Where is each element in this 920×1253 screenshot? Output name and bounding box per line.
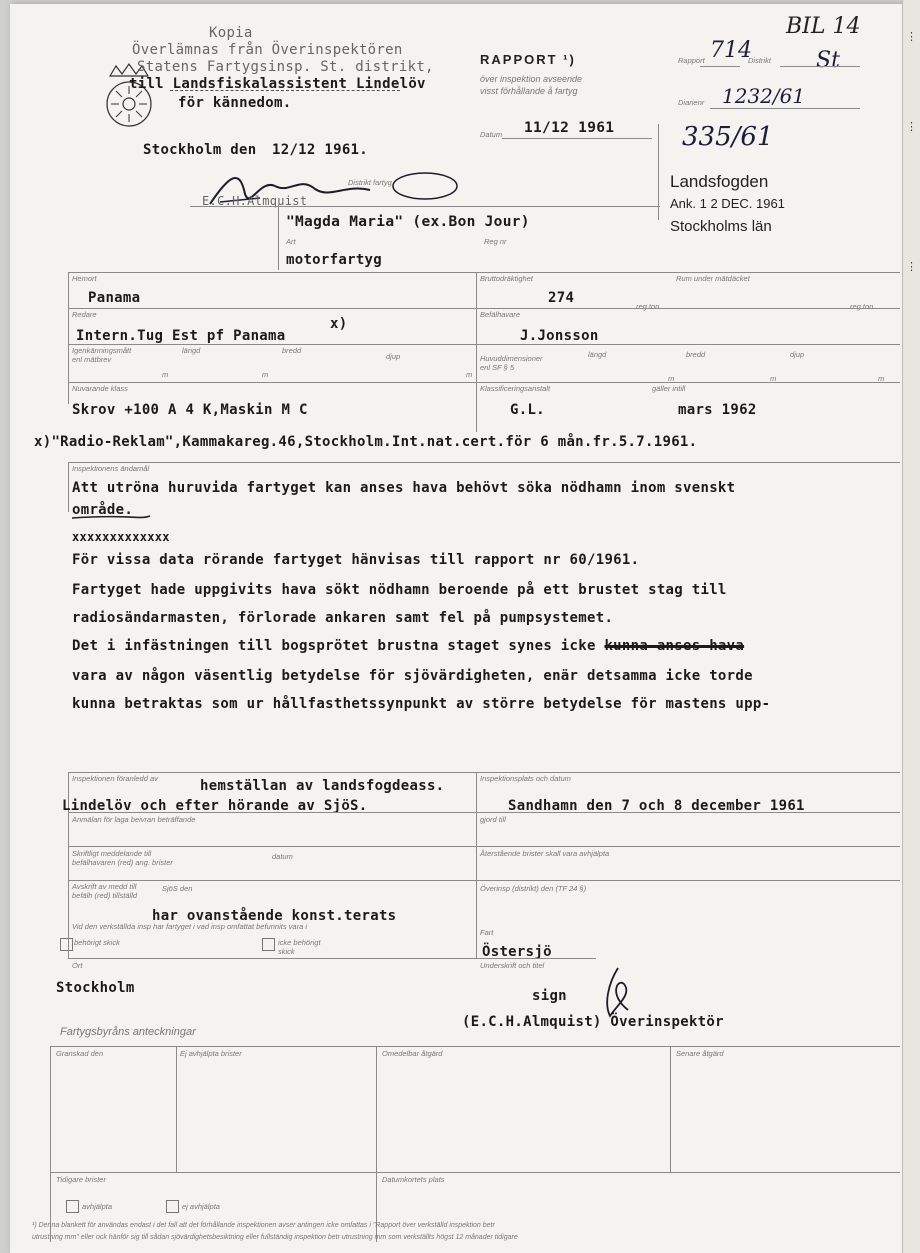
hemort-label: Hemort: [72, 274, 97, 283]
foranledd-value-1: hemställan av landsfogdeass.: [200, 778, 445, 794]
galler-label: gäller intill: [652, 384, 686, 393]
behorigt-label: behörigt skick: [74, 938, 120, 947]
report-subtitle-1: över inspektion avseende: [480, 74, 583, 84]
djup-label-1: djup: [386, 352, 401, 361]
adjacent-page-edge: ⋮ ⋮ ⋮: [902, 0, 920, 1253]
plats-value: Sandhamn den 7 och 8 december 1961: [508, 798, 805, 814]
rum-label: Rum under mätdäcket: [676, 274, 750, 283]
vessel-footnote: x)"Radio-Reklam",Kammakareg.46,Stockholm.Int.nat.cert.för 6 mån.fr.5.7.1961.: [34, 434, 698, 450]
body-line-3: radiosändarmasten, förlorade ankaren samt fel på pumpsystemet.: [72, 610, 614, 626]
bredd-label-2: bredd: [686, 350, 706, 359]
konstaterats: har ovanstående konst.terats: [152, 908, 397, 924]
body-line-4-a: Det i infästningen till bogsprötet brustna staget synes icke: [72, 638, 605, 654]
klass-label: Nuvarande klass: [72, 384, 128, 393]
skriftligt-label: Skriftligt meddelande till befälhavaren (red) ang. brister: [72, 849, 173, 867]
sjos-label: SjöS den: [162, 884, 193, 893]
diarienr-value: 1232/61: [722, 84, 806, 108]
hemort-value: Panama: [88, 290, 141, 306]
avskrift-label: Avskrift av medd till befälh (red) tillställd: [72, 882, 138, 900]
foranledd-label: Inspektionen föranledd av: [72, 774, 158, 783]
regton-label-2: reg ton: [850, 302, 874, 311]
redare-note: x): [330, 316, 348, 332]
avhjalpta-checkbox[interactable]: [66, 1200, 79, 1213]
m-5: m: [770, 374, 777, 383]
distrikt-label: Distrikt: [748, 56, 771, 65]
bredd-label-1: bredd: [282, 346, 302, 355]
office-col-2: Ej avhjälpta brister: [180, 1049, 242, 1058]
galler-value: mars 1962: [678, 402, 757, 418]
datumkort-label: Datumkortets plats: [382, 1175, 445, 1184]
ej-avhjalpta-checkbox[interactable]: [166, 1200, 179, 1213]
klass-value: Skrov +100 A 4 K,Maskin M C: [72, 402, 308, 418]
purpose-label: Inspektionens ändamål: [72, 464, 150, 473]
body-line-6: kunna betraktas som ur hållfasthetssynpunkt av större betydelse för mastens upp-: [72, 696, 771, 712]
redare-label: Redare: [72, 310, 97, 319]
anmalan-label: Anmälan för laga beivran beträffande: [72, 815, 196, 824]
redare-value: Intern.Tug Est pf Panama: [76, 328, 286, 344]
regton-label-1: reg ton: [636, 302, 660, 311]
icke-behorigt-checkbox[interactable]: [262, 938, 275, 951]
befalhavare-value: J.Jonsson: [520, 328, 599, 344]
underskrift-label: Underskrift och titel: [480, 961, 545, 970]
klassificering-value: G.L.: [510, 402, 545, 418]
kopia-text: Kopia: [209, 25, 253, 41]
rapport-value: 714: [710, 38, 752, 63]
office-col-4: Senare åtgärd: [676, 1049, 724, 1058]
langd-label-2: längd: [588, 350, 607, 359]
header-line-2: Statens Fartygsinsp. St. distrikt,: [137, 59, 434, 75]
report-document: [10, 4, 902, 1253]
icke-behorigt-label: icke behörigt skick: [278, 938, 321, 956]
body-line-4: [72, 638, 744, 654]
m-3: m: [466, 370, 473, 379]
report-title: RAPPORT ¹): [480, 52, 576, 67]
bil-note: BIL 14: [786, 14, 861, 39]
befalhavare-label: Befälhavare: [480, 310, 521, 319]
place-date-value: 12/12 1961.: [272, 142, 369, 158]
fart-label: Fart: [480, 928, 494, 937]
xs-line: xxxxxxxxxxxxx: [72, 530, 170, 544]
office-col-1: Granskad den: [56, 1049, 104, 1058]
m-6: m: [878, 374, 885, 383]
art-value: motorfartyg: [286, 252, 383, 268]
regnr-label: Reg nr: [484, 237, 507, 246]
sign-text: sign: [532, 988, 567, 1004]
fart-value: Östersjö: [482, 944, 552, 960]
office-col-3: Omedelbar åtgärd: [382, 1049, 443, 1058]
body-line-1: För vissa data rörande fartyget hänvisas till rapport nr 60/1961.: [72, 552, 640, 568]
overinsp-label: Överinsp (distrikt) den (TF 24 §): [480, 884, 587, 893]
form-footnote-2: utrustning mm" eller ock hänför sig till sådan sjövärdighetsbesiktning eller fullständig inspektion betr utrustning mm som verkställts högst 12 månader tidigare: [32, 1234, 518, 1241]
stamp-line-1: Landsfogden: [670, 172, 769, 191]
langd-label-1: längd: [182, 346, 201, 355]
rapport-label: Rapport: [678, 56, 705, 65]
dim-label-1: Igenkänningsmått enl mätbrev: [72, 346, 132, 364]
form-footnote-1: ¹) Denna blankett för användas endast i det fall att det förhållande inspektionen avser antingen icke omfattas i "Rapport över verkställd inspektion betr: [32, 1222, 495, 1229]
m-1: m: [162, 370, 169, 379]
djup-label-2: djup: [790, 350, 805, 359]
gjord-label: gjord till: [480, 815, 506, 824]
plats-label: Inspektionsplats och datum: [480, 774, 571, 783]
purpose-underline: [70, 500, 890, 524]
stamp-line-2: Ank. 1 2 DEC. 1961: [670, 196, 785, 211]
header-line-4: för kännedom.: [178, 95, 292, 111]
stamp-line-3: Stockholms län: [670, 218, 772, 235]
art-label: Art: [286, 237, 296, 246]
diarienr-label: Diarienr: [678, 98, 705, 107]
body-line-5: vara av någon väsentlig betydelse för sjövärdigheten, enär detsamma icke torde: [72, 668, 753, 684]
distrikt-circle: [390, 170, 460, 202]
ort-value: Stockholm: [56, 980, 135, 996]
behorigt-checkbox[interactable]: [60, 938, 73, 951]
header-line-1: Överlämnas från Överinspektören: [132, 42, 403, 58]
datum-value: 11/12 1961: [524, 120, 615, 136]
place-date-label: Stockholm den: [143, 142, 257, 158]
klassificering-label: Klassificeringsanstalt: [480, 384, 551, 393]
header-signer: E.C.H.Almquist: [202, 194, 308, 208]
header-line-3: till Landsfiskalassistent Lindelöv: [129, 76, 426, 92]
aterstaende-label: Återstående brister skall vara avhjälpta: [480, 849, 610, 858]
dim-label-2: Huvuddimensioner enl SF § 5: [480, 354, 543, 372]
distrikt-small-label: Distrikt fartyg: [348, 178, 392, 187]
brutto-value: 274: [548, 290, 575, 306]
brutto-label: Bruttodräktighet: [480, 274, 533, 283]
report-subtitle-2: visst förhållande å fartyg: [480, 86, 578, 96]
purpose-line-1: Att utröna huruvida fartyget kan anses hava behövt söka nödhamn inom svenskt: [72, 480, 736, 496]
distrikt-value: St: [816, 48, 840, 73]
purpose-line-2: område.: [72, 502, 134, 518]
m-4: m: [668, 374, 675, 383]
body-line-4-struck: kunna anses hava: [604, 638, 745, 654]
datum-label: Datum: [480, 130, 503, 139]
avhjalpta-label: avhjälpta: [82, 1202, 113, 1211]
m-2: m: [262, 370, 269, 379]
lower-signer: (E.C.H.Almquist) Överinspektör: [462, 1014, 724, 1030]
stamp-number: 335/61: [682, 122, 774, 152]
ej-avhjalpta-label: ej avhjälpta: [182, 1202, 220, 1211]
ort-label: Ort: [72, 961, 83, 970]
vessel-name: "Magda Maria" (ex.Bon Jour): [286, 214, 530, 230]
datum-label-lower: datum: [272, 852, 293, 861]
verkstalld-label: Vid den verkställda insp har fartyget i vad insp omfattat befunnits vara i: [72, 922, 307, 931]
body-line-2: Fartyget hade uppgivits hava sökt nödhamn beroende på ett brustet stag till: [72, 582, 727, 598]
office-title: Fartygsbyråns anteckningar: [60, 1026, 196, 1038]
foranledd-value-2: Lindelöv och efter hörande av SjöS.: [62, 798, 368, 814]
tidigare-label: Tidigare brister: [56, 1175, 106, 1184]
